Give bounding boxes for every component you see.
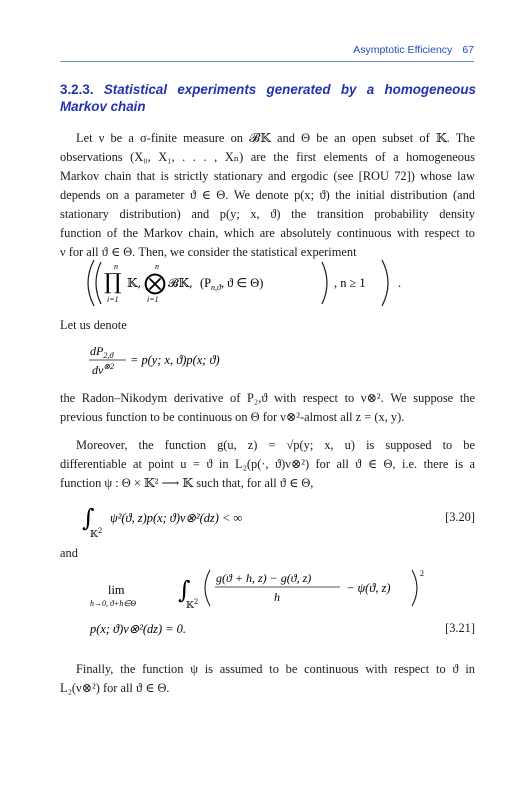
inner-left-paren xyxy=(96,262,101,304)
experiment-svg xyxy=(60,258,475,308)
p1-line-3: Markov chain that is strictly stationary and ergodic (see [ROU 72]) whose law xyxy=(60,169,475,183)
otimes-term: 𝓑𝕂, xyxy=(168,276,193,290)
otimes-symbol: ⨂ xyxy=(144,271,166,296)
p4-line-2: differentiable at point u = ϑ in L₂(p(·, ϑ)ν⊗²) for all ϑ ∈ Θ, i.e. there is a xyxy=(60,457,475,471)
outer-left-paren xyxy=(88,260,94,306)
p1-line-7: ν for all ϑ ∈ Θ. Then, we consider the statistical experiment xyxy=(60,245,357,259)
running-title: Asymptotic Efficiency xyxy=(353,44,453,56)
eq321-frac-denominator: h xyxy=(274,590,280,604)
paragraph-2: Let us denote xyxy=(60,318,127,332)
eq321-integral: ∫ xyxy=(178,576,191,604)
eq320-domain: 𝕂$^2$ xyxy=(90,527,103,540)
p6-line-1: Finally, the function ψ is assumed to be continuous with respect to ϑ in xyxy=(76,662,475,676)
paragraph-3 xyxy=(60,389,475,427)
prod-lower: i=1 xyxy=(107,295,119,304)
density-numerator: $dP_{2,ϑ}$ xyxy=(90,344,114,360)
eq321-domain: 𝕂$^2$ xyxy=(186,598,199,611)
prod-symbol: ∏ xyxy=(104,270,122,295)
otimes-upper: n xyxy=(155,262,159,271)
p4-line-3: function ψ : Θ × 𝕂² ⟶ 𝕂 such that, for all ϑ ∈ Θ, xyxy=(60,476,314,490)
otimes-lower: i=1 xyxy=(147,295,159,304)
header-rule xyxy=(60,61,474,62)
eq321-svg xyxy=(60,568,440,638)
running-header xyxy=(60,44,474,56)
eq321-right-paren xyxy=(412,570,417,606)
p4-line-1: Moreover, the function g(u, z) = √p(y; x, u) is supposed to be xyxy=(76,438,475,452)
family-open: ($P_{n,ϑ}$, ϑ ∈ Θ) xyxy=(200,276,264,292)
eq320-body: ψ²(ϑ, z)p(x; ϑ)ν⊗²(dz) < ∞ xyxy=(110,511,243,525)
index-range: , n ≥ 1 xyxy=(334,276,366,290)
eq320-svg xyxy=(60,500,440,540)
prod-upper: n xyxy=(114,262,118,271)
paragraph-5: and xyxy=(60,546,78,560)
p1-line-1: Let ν be a σ-finite measure on 𝓑𝕂 and Θ be an open subset of 𝕂. The xyxy=(76,131,475,145)
paragraph-1 xyxy=(60,129,475,262)
eq321-line-2: p(x; ϑ)ν⊗²(dz) = 0. xyxy=(90,622,186,636)
eq321-lim-sub: h→0, ϑ+h∈Θ xyxy=(90,599,137,608)
density-svg xyxy=(60,342,475,378)
density-denominator: $d\nu^{\otimes 2}$ xyxy=(92,362,115,377)
prod-term: 𝕂, xyxy=(127,276,142,290)
eq-end-period: . xyxy=(398,276,402,290)
equation-density xyxy=(60,342,475,378)
eq321-frac-numerator: g(ϑ + h, z) − g(ϑ, z) xyxy=(216,571,312,585)
p1-line-6: function of the Markov chain, which are absolutely continuous with respect to xyxy=(60,226,475,240)
density-rhs: = p(y; x, ϑ)p(x; ϑ) xyxy=(130,353,220,367)
equation-3-20 xyxy=(60,500,475,540)
eq321-psi-term: − ψ(ϑ, z) xyxy=(346,581,391,595)
eq321-power: 2 xyxy=(420,569,424,578)
eq321-left-paren xyxy=(205,570,210,606)
page-number: 67 xyxy=(462,44,474,56)
p3-line-2: previous function to be continuous on Θ for ν⊗²-almost all z = (x, y). xyxy=(60,410,405,424)
section-title-text: Statistical experiments generated by a homogeneous Markov chain xyxy=(60,82,476,114)
eq320-tag: [3.20] xyxy=(445,510,475,524)
section-heading xyxy=(60,81,476,115)
paragraph-4 xyxy=(60,436,475,493)
p6-line-2: L₂(ν⊗²) for all ϑ ∈ Θ. xyxy=(60,681,170,695)
inner-right-paren xyxy=(322,262,327,304)
paragraph-6 xyxy=(60,660,475,698)
equation-experiment xyxy=(60,258,475,308)
p3-line-1: the Radon–Nikodym derivative of P₂,ϑ with respect to ν⊗². We suppose the xyxy=(60,391,475,405)
p1-line-4: depends on a parameter ϑ ∈ Θ. We denote p(x; ϑ) the initial distribution (and xyxy=(60,188,475,202)
p1-line-5: stationary distribution) and p(y; x, ϑ) the transition probability density xyxy=(60,207,475,221)
section-number: 3.2.3. xyxy=(60,82,94,97)
eq320-integral: ∫ xyxy=(82,504,95,532)
eq321-tag: [3.21] xyxy=(445,621,475,635)
p1-line-2: observations (X₀, X₁, . . . , Xₙ) are the first elements of a homogeneous xyxy=(60,150,475,164)
equation-3-21 xyxy=(60,568,475,638)
outer-right-paren xyxy=(382,260,388,306)
eq321-lim: lim xyxy=(108,583,125,597)
